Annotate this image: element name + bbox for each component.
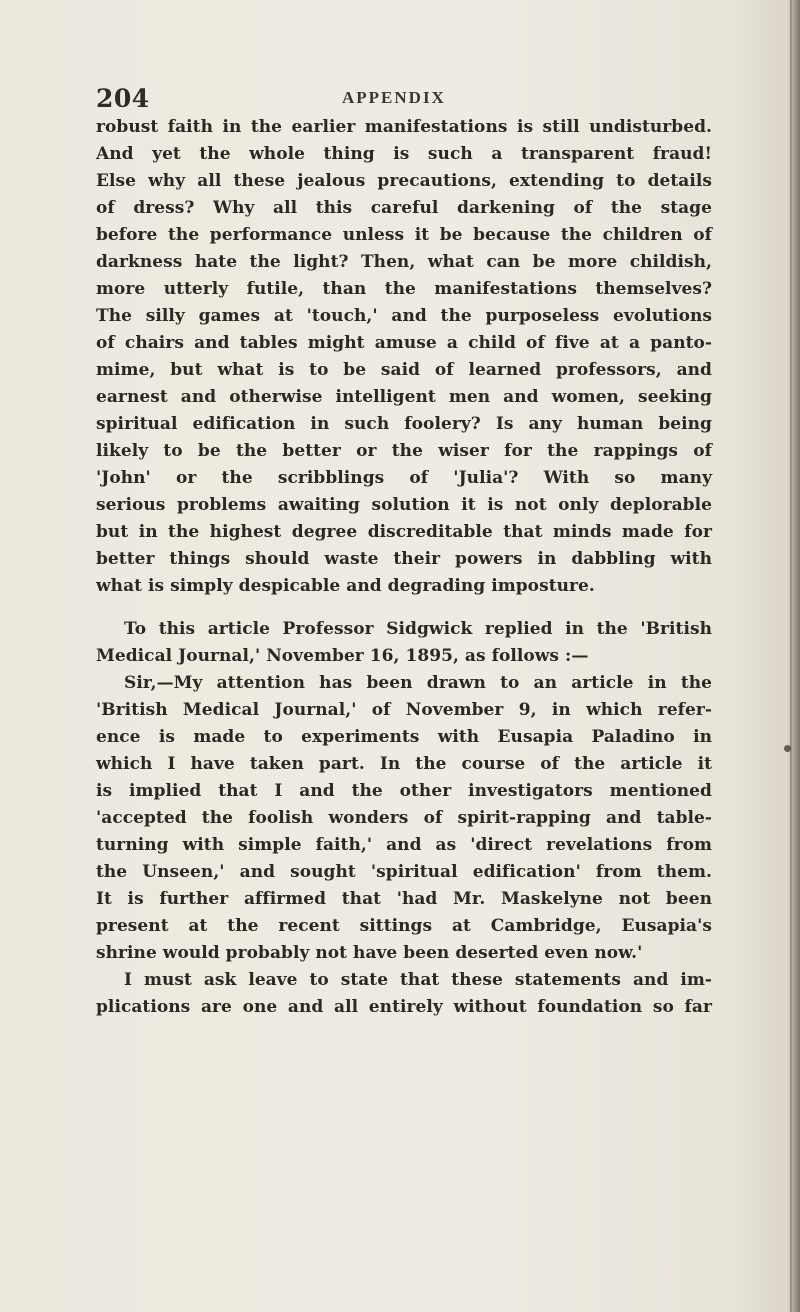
main-text bbox=[96, 114, 712, 1021]
text-line: present at the recent sittings at Cambridge, Eusapia's bbox=[96, 916, 712, 936]
text-line: before the performance unless it be because the children of bbox=[96, 225, 712, 245]
text-line: of chairs and tables might amuse a child of five at a panto- bbox=[96, 333, 712, 353]
text-line: darkness hate the light? Then, what can be more childish, bbox=[96, 252, 712, 272]
text-line: of dress? Why all this careful darkening of the stage bbox=[96, 198, 712, 218]
running-title: APPENDIX bbox=[342, 88, 446, 107]
text-line: is implied that I and the other investigators mentioned bbox=[96, 781, 712, 801]
text-line: Else why all these jealous precautions, extending to details bbox=[96, 171, 712, 191]
text-line: serious problems awaiting solution it is not only deplorable bbox=[96, 495, 712, 515]
text-line: more utterly futile, than the manifestations themselves? bbox=[96, 279, 712, 299]
running-head bbox=[96, 84, 716, 114]
text-line: better things should waste their powers in dabbling with bbox=[96, 549, 712, 569]
text-line: likely to be the better or the wiser for the rappings of bbox=[96, 441, 712, 461]
text-line: turning with simple faith,' and as 'direct revelations from bbox=[96, 835, 712, 855]
paragraph-3 bbox=[96, 670, 712, 967]
ink-speck bbox=[784, 745, 791, 752]
page-number: 204 bbox=[96, 84, 150, 113]
text-line: To this article Professor Sidgwick replied in the 'British bbox=[124, 619, 712, 639]
paragraph-1 bbox=[96, 114, 712, 600]
text-line: 'John' or the scribblings of 'Julia'? With so many bbox=[96, 468, 712, 488]
text-line: And yet the whole thing is such a transparent fraud! bbox=[96, 144, 712, 164]
text-line: plications are one and all entirely without foundation so far bbox=[96, 997, 712, 1017]
text-line: mime, but what is to be said of learned professors, and bbox=[96, 360, 712, 380]
text-line: which I have taken part. In the course of the article it bbox=[96, 754, 712, 774]
text-line: It is further affirmed that 'had Mr. Maskelyne not been bbox=[96, 889, 712, 909]
paragraph-4 bbox=[96, 967, 712, 1021]
text-line: Sir,—My attention has been drawn to an article in the bbox=[124, 673, 712, 693]
text-line: robust faith in the earlier manifestations is still undisturbed. bbox=[96, 117, 712, 137]
paragraph-2 bbox=[96, 616, 712, 670]
text-line: earnest and otherwise intelligent men and women, seeking bbox=[96, 387, 712, 407]
text-line: spiritual edification in such foolery? Is any human being bbox=[96, 414, 712, 434]
text-line: 'British Medical Journal,' of November 9, in which refer- bbox=[96, 700, 712, 720]
text-line: The silly games at 'touch,' and the purposeless evolutions bbox=[96, 306, 712, 326]
text-line: 'accepted the foolish wonders of spirit-rapping and table- bbox=[96, 808, 712, 828]
text-line: shrine would probably not have been deserted even now.' bbox=[96, 943, 643, 963]
text-line: what is simply despicable and degrading imposture. bbox=[96, 576, 595, 596]
text-line: Medical Journal,' November 16, 1895, as follows :— bbox=[96, 646, 589, 666]
text-line: the Unseen,' and sought 'spiritual edification' from them. bbox=[96, 862, 712, 882]
text-line: ence is made to experiments with Eusapia Paladino in bbox=[96, 727, 712, 747]
text-line: but in the highest degree discreditable that minds made for bbox=[96, 522, 712, 542]
text-line: I must ask leave to state that these statements and im- bbox=[124, 970, 712, 990]
page-fold-line bbox=[790, 0, 792, 1312]
paragraph-gap bbox=[96, 600, 712, 616]
